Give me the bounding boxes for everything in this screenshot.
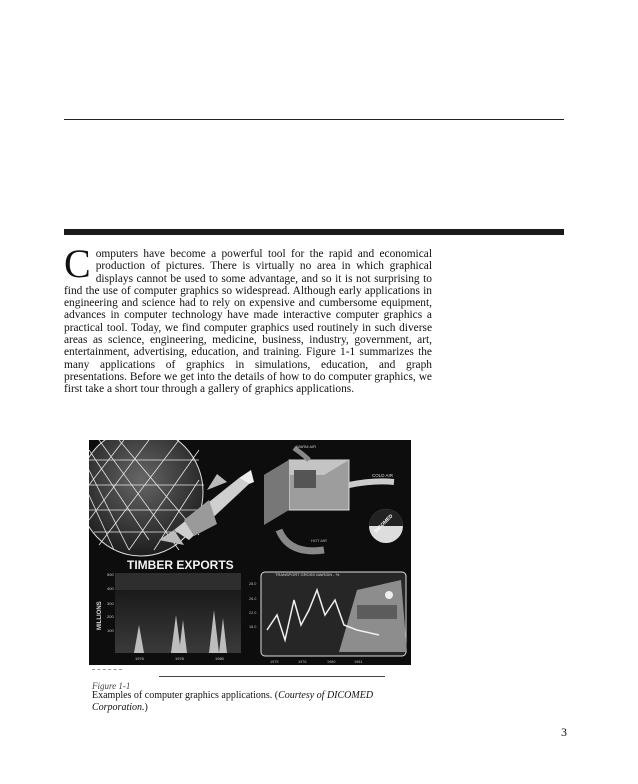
transport-xtick: 1975	[270, 660, 279, 664]
warm-air-label: WARM AIR	[296, 444, 317, 449]
timber-title: TIMBER EXPORTS	[127, 558, 234, 572]
transport-ytick: 18.0	[249, 625, 257, 629]
intro-paragraph	[64, 241, 432, 396]
dicomed-logo-text: DICOMED	[373, 513, 395, 535]
timber-xtick: 1978	[175, 656, 184, 661]
drop-cap: C	[64, 241, 91, 286]
timber-ytick: 500	[107, 572, 114, 577]
figure-image	[89, 440, 411, 665]
timber-chart	[97, 558, 241, 661]
figure-dash	[92, 669, 122, 670]
page-number: 3	[561, 725, 567, 739]
timber-xtick: 1980	[215, 656, 224, 661]
dicomed-logo	[369, 509, 403, 543]
transport-ytick: 26.0	[249, 597, 257, 601]
caption-credit: Courtesy of DICOMED Corporation.	[92, 690, 374, 713]
caption-main: Examples of computer graphics applications. (	[92, 690, 279, 701]
transport-xtick: 1976	[298, 660, 307, 664]
timber-yaxis-label: MILLIONS	[97, 601, 103, 630]
transport-xtick: 1980	[327, 660, 336, 664]
timber-ytick: 400	[107, 586, 114, 591]
paragraph-text: omputers have become a powerful tool for the rapid and economical production of pictures. There is virtually no area in which graphical displays cannot be used to some advantage, and so it is not surprising to find the use of computer graphics so widespread. Although early applications in engineering and science had to rely on expensive and cumbersome equipment, advances in computer technology have made interactive computer graphics a practical tool. Today, we find computer graphics used routinely in such diverse areas as science, engineering, medicine, business, industry, government, art, entertainment, advertising, education, and training. Figure 1-1 summarizes the many applications of graphics in simulations, education, and graph presentations. Before we get into the details of how to do computer graphics, we first take a short tour through a gallery of graphics applications.	[64, 248, 432, 396]
wireframe-sphere	[89, 440, 204, 556]
timber-ytick: 300	[107, 601, 114, 606]
caption-end: )	[144, 701, 148, 713]
hot-air-label: HOT AIR	[311, 538, 327, 543]
timber-xtick: 1976	[135, 656, 144, 661]
graphics-collage	[89, 440, 411, 665]
transport-title: TRANSPORT GROSS MARGIN - %	[275, 572, 340, 577]
timber-ytick: 200	[107, 614, 114, 619]
figure-caption	[92, 690, 412, 713]
figure-label: Figure 1-1	[92, 681, 131, 691]
timber-ytick: 100	[107, 628, 114, 633]
transport-xtick: 1981	[354, 660, 363, 664]
transport-ytick: 22.0	[249, 611, 257, 615]
chapter-rule	[64, 229, 564, 235]
figure-rule	[159, 676, 385, 677]
top-rule	[64, 119, 564, 120]
cold-air-label: COLD AIR	[372, 473, 394, 478]
transport-ytick: 28.0	[249, 582, 257, 586]
transport-chart	[249, 572, 407, 664]
